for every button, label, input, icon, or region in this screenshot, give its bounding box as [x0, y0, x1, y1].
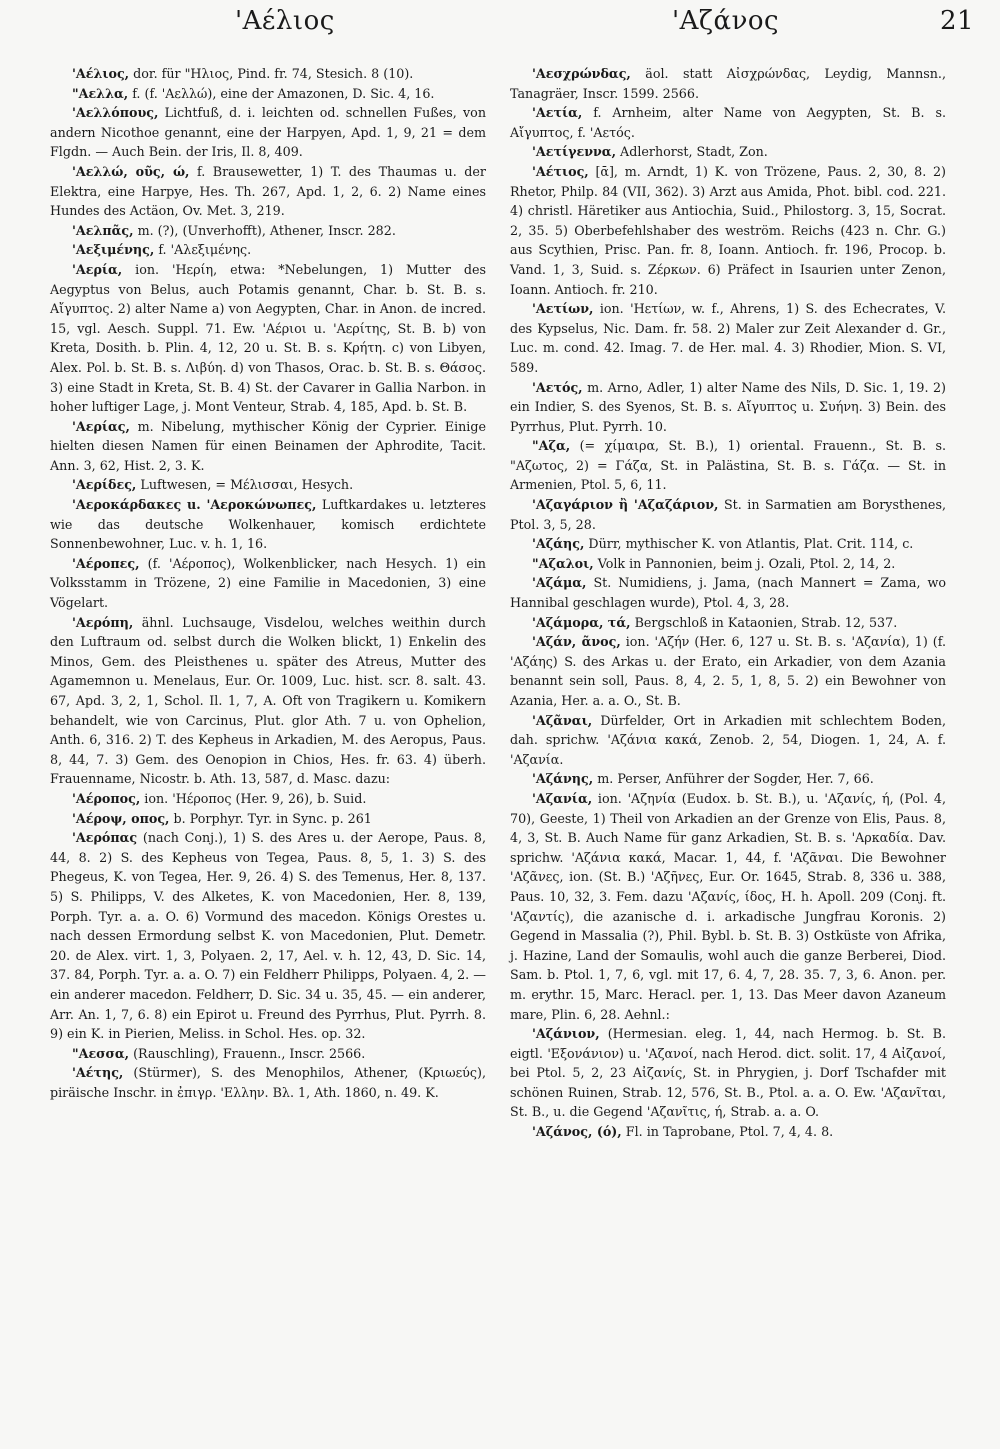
entry-lemma: 'Αζάης,: [532, 536, 585, 552]
dictionary-entry: [50, 103, 486, 162]
dictionary-entry: [510, 632, 946, 710]
entry-lemma: 'Αεροκάρδακες u. 'Αεροκώνωπες,: [72, 497, 317, 513]
entry-text: Volk in Pannonien, beim j. Ozali, Ptol. 2, 14, 2.: [597, 555, 896, 571]
dictionary-entry: [510, 1122, 946, 1142]
entry-text: [ᾱ], m. Arndt, 1) K. von Trözene, Paus. 2, 30, 8. 2) Rhetor, Philp. 84 (VII, 362). 3) Arzt aus Amida, Phot. bibl. cod. 221. 4) christl. Häretiker aus Antiochia, Suid., Philostorg. 3, 15, Socrat. 2, 35. 5) Oberbefehlshaber des weström. Reichs (423 n. Chr. G.) aus Scythien, Prisc. Pan. fr. 8, Ioann. Antioch. fr. 196, Procop. b. Vand. 1, 3, Suid. s. Ζέρκων. 6) Präfect in Isaurien unter Zenon, Ioann. Antioch. fr. 210.: [510, 163, 946, 297]
entry-text: f. Arnheim, alter Name von Aegypten, St. B. s. Αἴγυπτος, f. 'Αετός.: [510, 105, 946, 140]
entry-text: ion. 'Αζήν (Her. 6, 127 u. St. B. s. 'Αζανία), 1) (f. 'Αζάης) S. des Arkas u. der Erato, ein Arkadier, von dem Azania benannt sein soll, Paus. 8, 4, 2. 5, 1, 8, 5. 2) ein Bewohner von Azania, Her. a. a. O., St. B.: [510, 634, 946, 708]
right-column: [510, 64, 946, 1142]
entry-text: Dürr, mythischer K. von Atlantis, Plat. Crit. 114, c.: [588, 536, 914, 552]
page-number: 21: [940, 6, 975, 36]
dictionary-entry: [510, 495, 946, 534]
entry-lemma: 'Αετία,: [532, 105, 583, 121]
entry-lemma: 'Αερία,: [72, 261, 123, 277]
entry-text: (Stürmer), S. des Menophilos, Athener, (Κριωεύς), piräische Inschr. in ἐπιγρ. 'Ελλην. Βλ. 1, Ath. 1860, n. 49. K.: [50, 1065, 486, 1100]
entry-lemma: 'Αζάν, ᾶνος,: [532, 634, 621, 650]
entry-text: Luftwesen, = Μέλισσαι, Hesych.: [140, 477, 354, 493]
dictionary-entry: [50, 260, 486, 417]
dictionary-entry: [510, 613, 946, 633]
entry-text: dor. für "Ηλιος, Pind. fr. 74, Stesich. 8 (10).: [133, 66, 414, 81]
entry-lemma: 'Αζανία,: [532, 790, 593, 806]
dictionary-entry: [50, 554, 486, 613]
dictionary-entry: [50, 240, 486, 260]
entry-text: f. 'Αλεξιμένης.: [158, 242, 252, 258]
entry-lemma: 'Αζάμορα, τά,: [532, 614, 631, 630]
entry-lemma: 'Αζάνος, (ό),: [532, 1124, 622, 1140]
entry-lemma: 'Αερόπας: [72, 830, 138, 846]
dictionary-entry: [50, 475, 486, 495]
entry-text: (= χίμαιρα, St. B.), 1) oriental. Frauenn., St. B. s. "Αζωτος, 2) = Γάζα, St. in Palästina, St. B. s. Γάζα. — St. in Armenien, Ptol. 5, 6, 11.: [510, 438, 946, 493]
entry-lemma: "Αζαλοι,: [532, 555, 594, 571]
dictionary-entry: [510, 299, 946, 377]
entry-lemma: 'Αετός,: [532, 379, 583, 395]
entry-lemma: 'Αζάνιον,: [532, 1026, 600, 1042]
entry-lemma: 'Αελλόπους,: [72, 105, 159, 121]
dictionary-entry: [50, 64, 486, 84]
entry-lemma: 'Αερίας,: [72, 418, 130, 434]
entry-lemma: 'Αελπᾶς,: [72, 222, 134, 238]
entry-text: m. Nibelung, mythischer König der Cyprier. Einige hielten diesen Namen für einen Beinamen der Aphrodite, Tacit. Ann. 3, 62, Hist. 2, 3. K.: [50, 418, 486, 473]
dictionary-entry: [50, 417, 486, 476]
entry-lemma: 'Αελλώ, οῦς, ώ,: [72, 163, 190, 179]
dictionary-entry: [50, 221, 486, 241]
entry-lemma: 'Αέτης,: [72, 1065, 124, 1081]
entry-text: b. Porphyr. Tyr. in Sync. p. 261: [173, 810, 372, 826]
entry-lemma: 'Αεξιμένης,: [72, 242, 155, 258]
dictionary-entry: [510, 378, 946, 437]
entry-text: Lichtfuß, d. i. leichten od. schnellen Fußes, von andern Nicothoe genannt, eine der Harpyen, Apd. 1, 9, 21 = dem Flgdn. — Auch Bein. der Iris, Il. 8, 409.: [50, 105, 486, 160]
dictionary-entry: [510, 789, 946, 1024]
entry-text: Adlerhorst, Stadt, Zon.: [620, 144, 768, 160]
entry-lemma: 'Αερόπη,: [72, 614, 134, 630]
entry-text: Fl. in Taprobane, Ptol. 7, 4, 4. 8.: [625, 1124, 834, 1140]
dictionary-entry: [510, 64, 946, 103]
entry-text: ion. 'Αζηνία (Eudox. b. St. B.), u. 'Αζανίς, ή, (Pol. 4, 70), Geeste, 1) Theil von Arkadien an der Grenze von Elis, Paus. 8, 4, 3, St. B. Auch Name für ganz Arkadien, St. B. s. 'Αρκαδία. Dav. sprichw. 'Αζάνια κακά, Macar. 1, 44, f. 'Αζᾶναι. Die Bewohner 'Αζᾶνες, ion. (St. B.) 'Αζῆνες, Eur. Or. 1645, Strab. 8, 336 u. 388, Paus. 10, 32, 3. Fem. dazu 'Αζανίς, ίδος, H. h. Apoll. 209 (Conj. ft. 'Αζαντίς), die azanische d. i. arkadische Jungfrau Koronis. 2) Gegend in Massalia (?), Phil. Bybl. b. St. B. 3) Ostküste von Afrika, j. Hazine, Land der Somaulis, wohl auch die ganze Berberei, Diod. Sam. b. Ptol. 1, 7, 6, vgl. mit 17, 6. 4, 7, 28. 35. 7, 3, 6. Anon. per. m. erythr. 15, Marc. Heracl. per. 1, 13. Das Meer davon Azaneum mare, Plin. 6, 28. Aehnl.:: [510, 790, 946, 1022]
dictionary-entry: [510, 534, 946, 554]
entry-lemma: "Αζα,: [532, 438, 571, 454]
entry-text: ähnl. Luchsauge, Visdelou, welches weithin durch den Luftraum od. selbst durch die Wolken blickt, 1) Enkelin des Minos, Gem. des Pleisthenes u. später des Atreus, Mutter des Agamemnon u. Menelaus, Eur. Or. 1009, Luc. hist. scr. 8. salt. 43. 67, Apd. 3, 2, 1, Schol. Il. 1, 7, A. Oft von Tragikern u. Komikern behandelt, wie von Carcinus, Plut. glor Ath. 7 u. von Ophelion, Anth. 6, 316. 2) T. des Kepheus in Arkadien, M. des Aeropus, Paus. 8, 44, 7. 3) Gem. des Oenopion in Chios, Hes. fr. 63. 4) überh. Frauenname, Nicostr. b. Ath. 13, 587, d. Masc. dazu:: [50, 614, 486, 787]
dictionary-entry: [510, 554, 946, 574]
dictionary-entry: [50, 162, 486, 221]
entry-lemma: 'Αετίων,: [532, 301, 594, 317]
dictionary-entry: [50, 84, 486, 104]
entry-text: m. Perser, Anführer der Sogder, Her. 7, 66.: [597, 771, 874, 787]
dictionary-entry: [510, 436, 946, 495]
dictionary-entry: [50, 828, 486, 1044]
entry-text: (Rauschling), Frauenn., Inscr. 2566.: [133, 1045, 366, 1061]
entry-lemma: 'Αεσχρώνδας,: [532, 66, 631, 81]
dictionary-entry: [510, 162, 946, 299]
entry-lemma: 'Αέτιος,: [532, 163, 589, 179]
entry-lemma: 'Αζάνης,: [532, 771, 594, 787]
entry-text: m. Arno, Adler, 1) alter Name des Nils, D. Sic. 1, 19. 2) ein Indier, S. des Syenos, St. B. s. Αἴγυπτος u. Συήνη. 3) Bein. des Pyrrhus, Plut. Pyrrh. 10.: [510, 379, 946, 434]
entry-lemma: 'Αζᾶναι,: [532, 712, 593, 728]
entry-text: Dürfelder, Ort in Arkadien mit schlechtem Boden, dah. sprichw. 'Αζάνια κακά, Zenob. 2, 54, Diogen. 1, 24, A. f. 'Αζανία.: [510, 712, 946, 767]
entry-text: m. (?), (Unverhofft), Athener, Inscr. 282.: [137, 222, 396, 238]
dictionary-entry: [510, 711, 946, 770]
dictionary-entry: [50, 789, 486, 809]
dictionary-entry: [50, 1044, 486, 1064]
entry-text: (f. 'Αέροπος), Wolkenblicker, nach Hesych. 1) ein Volksstamm in Trözene, 2) eine Familie in Macedonien, 3) eine Vögelart.: [50, 555, 486, 611]
entry-lemma: 'Αέλιος,: [72, 66, 130, 81]
entry-text: ion. 'Ηερίη, etwa: *Nebelungen, 1) Mutter des Aegyptus von Belus, auch Potamis genannt, Char. b. St. B. s. Αἴγυπτος. 2) alter Name a) von Aegypten, Char. in Anon. de incred. 15, vgl. Aesch. Suppl. 71. Ew. 'Αέριοι u. 'Αερίτης, St. B. b) von Kreta, Dosith. b. Plin. 4, 12, 20 u. St. B. s. Κρήτη. c) von Libyen, Alex. Pol. b. St. B. s. Λιβύη. d) von Thasos, Orac. b. St. B. s. Θάσος. 3) eine Stadt in Kreta, St. B. 4) St. der Cavarer in Gallia Narbon. in hoher luftiger Lage, j. Mont Venteur, Strab. 4, 185, Apd. b. St. B.: [50, 261, 486, 415]
entry-text: äol. statt Αἰσχρώνδας, Leydig, Mannsn., Tanagräer, Inscr. 1599. 2566.: [510, 66, 946, 101]
entry-lemma: 'Αερίδες,: [72, 477, 137, 493]
dictionary-entry: [50, 1063, 486, 1102]
left-column: [50, 64, 486, 1102]
entry-lemma: 'Αετίγεννα,: [532, 144, 616, 160]
running-head-right: 'Αζάνος: [672, 6, 780, 36]
entry-lemma: 'Αέροπος,: [72, 790, 141, 806]
entry-lemma: 'Αέροψ, οπος,: [72, 810, 170, 826]
dictionary-entry: [510, 103, 946, 142]
dictionary-entry: [510, 769, 946, 789]
entry-lemma: "Αελλα,: [72, 85, 129, 101]
dictionary-entry: [50, 613, 486, 789]
entry-text: St. Numidiens, j. Jama, (nach Mannert = Zama, wo Hannibal geschlagen wurde), Ptol. 4, 3, 28.: [510, 575, 946, 611]
entry-lemma: 'Αζάμα,: [532, 575, 587, 591]
entry-text: Bergschloß in Kataonien, Strab. 12, 537.: [634, 614, 898, 630]
entry-text: Luftkardakes u. letzteres wie das deutsche Wolkenhauer, komisch erdichtete Sonnenbewohner, Luc. v. h. 1, 16.: [50, 497, 486, 552]
entry-lemma: "Αεσσα,: [72, 1045, 130, 1061]
dictionary-entry: [50, 809, 486, 829]
dictionary-entry: [510, 1024, 946, 1122]
dictionary-entry: [50, 495, 486, 554]
running-head-left: 'Αέλιος: [235, 6, 335, 36]
entry-text: f. Brausewetter, 1) T. des Thaumas u. der Elektra, eine Harpye, Hes. Th. 267, Apd. 1, 2, 6. 2) Name eines Hundes des Actäon, Ov. Met. 3, 219.: [50, 163, 486, 219]
entry-text: f. (f. 'Αελλώ), eine der Amazonen, D. Sic. 4, 16.: [132, 85, 435, 101]
entry-lemma: 'Αζαγάριον ἢ 'Αζαζάριον,: [532, 497, 719, 513]
entry-lemma: 'Αέροπες,: [72, 555, 140, 571]
dictionary-entry: [510, 142, 946, 162]
entry-text: ion. 'Ηετίων, w. f., Ahrens, 1) S. des Echecrates, V. des Kypselus, Nic. Dam. fr. 58. 2) Maler zur Zeit Alexander d. Gr., Luc. m. cond. 42. Imag. 7. de Her. mal. 4. 3) Rhodier, Mion. S. VI, 589.: [510, 301, 946, 375]
entry-text: St. in Sarmatien am Borysthenes, Ptol. 3, 5, 28.: [510, 497, 946, 532]
entry-text: ion. 'Ηέροπος (Her. 9, 26), b. Suid.: [144, 790, 367, 806]
entry-text: (Hermesian. eleg. 1, 44, nach Hermog. b. St. B. eigtl. 'Εξονάνιον) u. 'Αζανοί, nach Herod. dict. solit. 17, 4 Αἰζανοί, bei Ptol. 5, 2, 23 Αἰζανίς, St. in Phrygien, j. Dorf Tschafder mit schönen Ruinen, Strab. 12, 576, St. B., Ptol. a. a. O. Ew. 'Αζανῖται, St. B., u. die Gegend 'Αζανῖτις, ή, Strab. a. a. O.: [510, 1026, 946, 1120]
dictionary-entry: [510, 573, 946, 612]
entry-text: (nach Conj.), 1) S. des Ares u. der Aerope, Paus. 8, 44, 8. 2) S. des Kepheus von Tegea, Paus. 8, 5, 1. 3) S. des Phegeus, K. von Tegea, Her. 9, 26. 4) S. des Temenus, Her. 8, 137. 5) S. Philipps, V. des Alketes, K. von Macedonien, Her. 8, 139, Porph. Tyr. a. a. O. 6) Vormund des macedon. Königs Orestes u. nach dessen Ermordung selbst K. von Macedonien, Plut. Demetr. 20. de Alex. virt. 1, 3, Polyaen. 2, 17, Ael. v. h. 12, 43, D. Sic. 14, 37. 84, Porph. Tyr. a. a. O. 7) ein Feldherr Philipps, Polyaen. 4, 2. — ein anderer macedon. Feldherr, D. Sic. 34 u. 35, 45. — ein anderer, Arr. An. 1, 7, 6. 8) ein Epirot u. Freund des Pyrrhus, Plut. Pyrrh. 8. 9) ein K. in Pierien, Meliss. in Schol. Hes. op. 32.: [50, 830, 486, 1042]
